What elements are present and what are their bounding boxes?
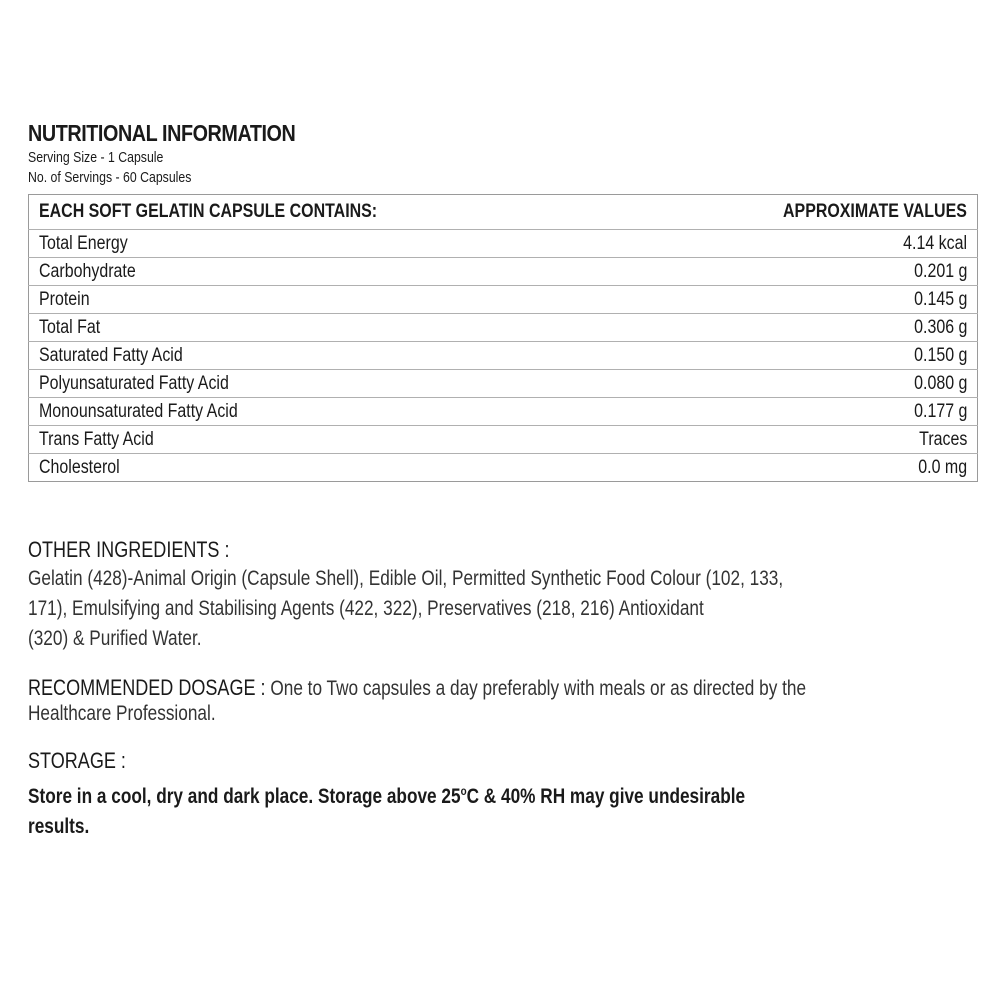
nutrient-name: Carbohydrate — [39, 260, 136, 282]
table-row — [29, 426, 978, 454]
nutrient-value: 4.14 kcal — [903, 232, 967, 254]
ingredients-section — [28, 536, 978, 654]
number-of-servings: No. of Servings - 60 Capsules — [28, 169, 192, 186]
ingredients-line: 171), Emulsifying and Stabilising Agents (422, 322), Preservatives (218, 216) Antioxidant — [28, 597, 704, 620]
nutrient-name: Monounsaturated Fatty Acid — [39, 400, 238, 422]
nutrient-value: 0.177 g — [913, 400, 967, 422]
nutrient-value: 0.0 mg — [918, 456, 967, 478]
ingredients-line: (320) & Purified Water. — [28, 627, 202, 650]
nutrient-name: Protein — [39, 288, 90, 310]
storage-text: Store in a cool, dry and dark place. Storage above 25 — [28, 785, 461, 808]
storage-section — [28, 746, 978, 842]
nutrient-name: Total Energy — [39, 232, 128, 254]
table-row — [29, 370, 978, 398]
table-row — [29, 286, 978, 314]
degree-symbol: o — [460, 784, 467, 798]
table-row — [29, 258, 978, 286]
nutrition-section — [28, 118, 980, 482]
nutrient-name: Trans Fatty Acid — [39, 428, 154, 450]
dosage-text-continued: Healthcare Professional. — [28, 702, 216, 725]
ingredients-heading: OTHER INGREDIENTS : — [28, 537, 230, 562]
table-header-contents: EACH SOFT GELATIN CAPSULE CONTAINS: — [39, 201, 378, 222]
table-row — [29, 398, 978, 426]
storage-text-after: C & 40% RH may give undesirable — [466, 785, 746, 808]
table-header-row — [29, 195, 978, 230]
table-row — [29, 230, 978, 258]
storage-heading: STORAGE : — [28, 748, 126, 773]
ingredients-line: Gelatin (428)-Animal Origin (Capsule Shell), Edible Oil, Permitted Synthetic Food Colour (102, 133, — [28, 567, 784, 590]
serving-size: Serving Size - 1 Capsule — [28, 149, 164, 166]
nutrient-value: 0.150 g — [913, 344, 967, 366]
nutrient-value: 0.080 g — [913, 372, 967, 394]
table-row — [29, 314, 978, 342]
dosage-heading: RECOMMENDED DOSAGE : — [28, 675, 266, 700]
nutrient-name: Saturated Fatty Acid — [39, 344, 183, 366]
nutrient-value: Traces — [918, 428, 967, 450]
nutrition-title: NUTRITIONAL INFORMATION — [28, 120, 296, 146]
nutrition-table — [28, 194, 978, 482]
table-row — [29, 454, 978, 482]
dosage-section — [28, 674, 978, 725]
nutrient-name: Cholesterol — [39, 456, 120, 478]
dosage-text: One to Two capsules a day preferably with meals or as directed by the — [270, 677, 807, 700]
table-row — [29, 342, 978, 370]
nutrient-value: 0.201 g — [913, 260, 967, 282]
nutrient-name: Polyunsaturated Fatty Acid — [39, 372, 229, 394]
nutrient-value: 0.306 g — [913, 316, 967, 338]
nutrient-name: Total Fat — [39, 316, 101, 338]
storage-text-continued: results. — [28, 815, 90, 838]
nutrient-value: 0.145 g — [913, 288, 967, 310]
table-header-values: APPROXIMATE VALUES — [783, 201, 967, 222]
